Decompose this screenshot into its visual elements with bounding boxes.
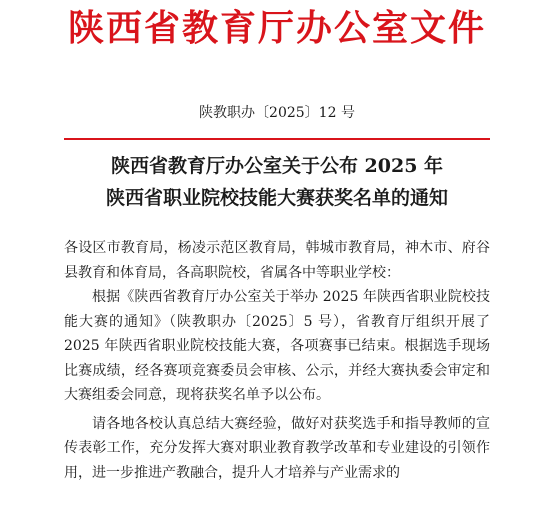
- notice-title-line-1: 陕西省教育厅办公室关于公布 2025 年: [110, 155, 444, 177]
- document-number: 陕教职办〔2025〕12 号: [199, 105, 355, 121]
- document-masthead: 陕西省教育厅办公室文件: [67, 7, 486, 49]
- red-divider-line: [64, 138, 490, 140]
- notice-body: [64, 236, 490, 485]
- notice-title-line-2: 陕西省职业院校技能大赛获奖名单的通知: [105, 187, 448, 209]
- body-paragraph-1: 根据《陕西省教育厅办公室关于举办 2025 年陕西省职业院校技能大赛的通知》（陕教职办〔2025〕5 号），省教育厅组织开展了 2025 年陕西省职业院校技能大赛，各项赛事已结束。根据选手现场比赛成绩，经各赛项竞赛委员会审核、公示，并经大赛执委会审定和大赛组委会同意，现将获奖名单予以公布。: [64, 289, 490, 403]
- body-paragraph-2: 请各地各校认真总结大赛经验，做好对获奖选手和指导教师的宣传表彰工作，充分发挥大赛对职业教育教学改革和专业建设的引领作用，进一步推进产教融合，提升人才培养与产业需求的: [64, 415, 490, 481]
- addressee-paragraph: 各设区市教育局，杨凌示范区教育局，韩城市教育局，神木市、府谷县教育和体育局，各高职院校，省属各中等职业学校：: [64, 240, 490, 281]
